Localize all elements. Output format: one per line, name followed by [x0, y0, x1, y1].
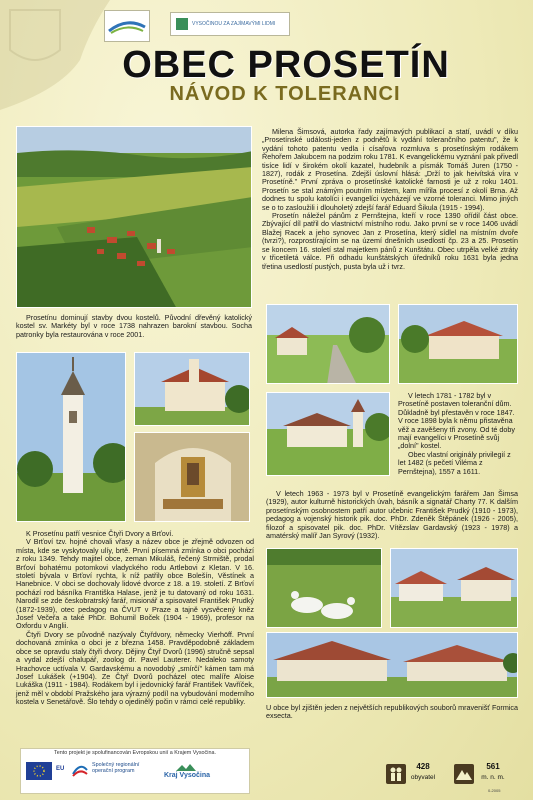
population-value: 428	[416, 762, 430, 771]
evangelical-church-photo	[266, 392, 390, 476]
page-title: OBEC PROSETÍN	[122, 44, 450, 86]
farmstead-photo	[266, 632, 518, 698]
vysocinou-logo	[170, 12, 290, 36]
mountain-icon	[454, 764, 474, 784]
churches-paragraph: Prosetínu dominují stavby dvou kostelů. Původní dřevěný katolický kostel sv. Markéty byl v roce 1738 nahrazen barokní stavbou. Socha patronky byla restaurována v roce 2001.	[16, 313, 252, 339]
village-road-photo	[266, 304, 390, 384]
evangelical-text	[398, 392, 518, 476]
villages-paragraph: Čtyři Dvory se původně nazývaly Čtyřdvory, německy Vierhöff. První dochovaná zmínka o obci je z března 1458. Pravděpodobně základem obce se opravdu staly čtyři dvory. Dějiny Čtyř Dvorů (1996) stručně sepsal a vydal zdejší chalupář, zoolog dr. Pavel Lauterer. Nedaleko samoty Hrachovce uctívala V. Gardavskému a novodobý „smírčí" kámen tam má Josef Lukášek (+1904). Ze Čtyř Dvorů pocházel otec malíře Aloise Lukáška (1911 - 1984). Rodákem byl i jedovnický farář František Vavříček, jenž měl v období Pražského jara výrazný podíl na vybudování moderního kostela v Senetářově. Šlo tehdy o ojedinělý počin v rámci celé republiky.	[16, 629, 254, 707]
people-icon	[386, 764, 406, 784]
formica-paragraph: U obce byl zjištěn jeden z největších republikových souborů mravenišť Formica exsecta.	[266, 703, 518, 721]
altitude-unit: m. n. m.	[481, 774, 505, 781]
vysocinou-logo-icon	[175, 17, 189, 31]
program-logo	[104, 10, 150, 42]
vysocinou-logo-text: VYSOČINOU ZA ZAJÍMAVÝMI LIDMI	[192, 21, 276, 27]
evangelical-paragraph: V letech 1781 - 1782 byl v Prosetíně postaven toleranční dům. Důkladně byl přestavěn v roce 1847. V roce 1898 byla k němu přistavěna věž a zavěšeny tři zvony. Od té doby mají evangelíci v Prosetíně svůj „dolní" kostel.	[398, 391, 515, 451]
rop-logo-text: Společný regionální operační program	[92, 762, 140, 774]
intro-paragraph: Prosetín náležel pánům z Pernštejna, kteří v roce 1390 ořídil část obce. Zbývající díl patřil do vlastnictví místního rodu. Jako první se v roce 1406 uvádí Blažej Racek a jeho synovec Jan z Prosetína, který sídlel na místním dvoře (tvrzi?), rozprostírajícím se na území dnešních usedlostí čp. 23 a 25. Prosetín se koncem 16. století stal majetkem pánů z Kunštátu. Obec utrpěla velké ztráty v třicetiletá válce. Při odhadu kunštátských úředníků roku 1631 byla jedna třetina usedlostí pustých, pusta byla už i tvrz.	[262, 211, 518, 271]
intro-paragraph: Milena Šimsová, autorka řady zajímavých publikací a statí, uvádí v díku „Prosetínské události-jeden z podnětů k vydání tolerančního patentu", že k vydání tohoto patentu vedla i císařova rozmluva s prosetínským rodákem Řehořem Jakubcem na podzim roku 1781. K evangelickému vyznání pak přivedl tisíce lidí v širokém okolí kazatel, hudebník a písmák Tomáš Juren (1750 - 1827), rodák z Prosetína. Zdejší úslovní hlásá: „Drží to jak heivítská víra v Prosetíně." První zpráva o prosetínské katolické farnosti je už z roku 1401. Prosetín se stal známým poutním místem, kam mířila procesí z okolí Brna. Až dodnes tu spolu katolíci i evangelíci vycházejí ve vzorné toleranci. Mimo jiných se o to zasloužili i dlouholetý zdejší farář Eduard Šikula (1915 - 1994).	[262, 127, 518, 212]
villages-paragraph: K Prosetínu patří vesnice Čtyři Dvory a Brťoví.	[26, 529, 174, 538]
church-tower-photo	[16, 352, 126, 522]
village-houses-photo	[390, 548, 518, 628]
kraj-logo-text: Kraj Vysočina	[164, 772, 211, 779]
page-subtitle: NÁVOD K TOLERANCI	[169, 83, 401, 105]
evangelical-paragraph: Obec vlastní originály privilegií z let 1482 (s pečetí Viléma z Pernštejna), 1557 a 1611.	[398, 449, 511, 476]
villages-text	[16, 530, 254, 707]
geese-photo	[266, 548, 382, 628]
church-exterior-photo	[134, 352, 250, 426]
funding-text: Tento projekt je spolufinancován Evropskou unií a Krajem Vysočina.	[54, 750, 216, 756]
altitude-value: 561	[486, 762, 500, 771]
formica-text	[266, 704, 518, 721]
school-photo	[398, 304, 518, 384]
churches-text	[16, 314, 252, 339]
kraj-logo-icon	[176, 760, 196, 770]
intro-text	[262, 128, 518, 271]
villages-paragraph: V Brťoví tzv. hojné chovali vřasy a název obce je zřejmě odvozen od místa, kde se vyskytovaly ulíy, brtě. První písemná zmínka o obci pochází z roku 1349. Tehdy majitel obce, zeman Mikuláš, řečený Strmiště, prodal Brťoví bohatému potomkovi vladyckého rodu Artlebovi z Kletan. V 16. století bývala v Brťoví rychta, k níž patřily obce Bolešín, Věstínek a Hanebnice. V obci se dochovaly lidové dvorce z 18. a 19. století. Z Brťoví pochází rod básníka Františka Halase, jenž je tu datovaný od roku 1631. Narodil se zde českobratrský farář, misionář a spisovatel František Prudký (1872-1939), otec pedagog na ČVUT v Praze a tajně vysvěcený kněz Josef Večeřa a také PhDr. Bohumil Boček (1904 - 1969), profesor na Oxfordu v Anglii.	[16, 537, 254, 631]
population-unit: obyvatel	[410, 774, 436, 781]
rop-logo-icon	[72, 762, 88, 778]
eu-flag-icon	[26, 762, 52, 780]
personalities-paragraph: V letech 1963 - 1973 byl v Prosetíně evangelickým farářem Jan Šimsa (1929), autor kulturně historických úvah, básník a signatář Charty 77. K dalším prosetínským osobnostem patří autor učebnic František Prudký (1910 - 1973), pedagog a vojenský historik pik. doc. PhDr. Zdeněk Štěpánek (1926 - 2005), filozof a spisovatel pik. doc. PhDr. Vítězslav Gardavský (1923 - 1978) a amatérský malíř Jan Syrový (1932).	[266, 489, 518, 541]
aerial-village-photo	[16, 126, 252, 308]
church-interior-photo	[134, 432, 250, 522]
personalities-text	[266, 490, 518, 540]
eu-label: EU	[56, 766, 65, 772]
print-code: 0-2005	[488, 788, 501, 793]
program-logo-icon	[107, 17, 147, 35]
